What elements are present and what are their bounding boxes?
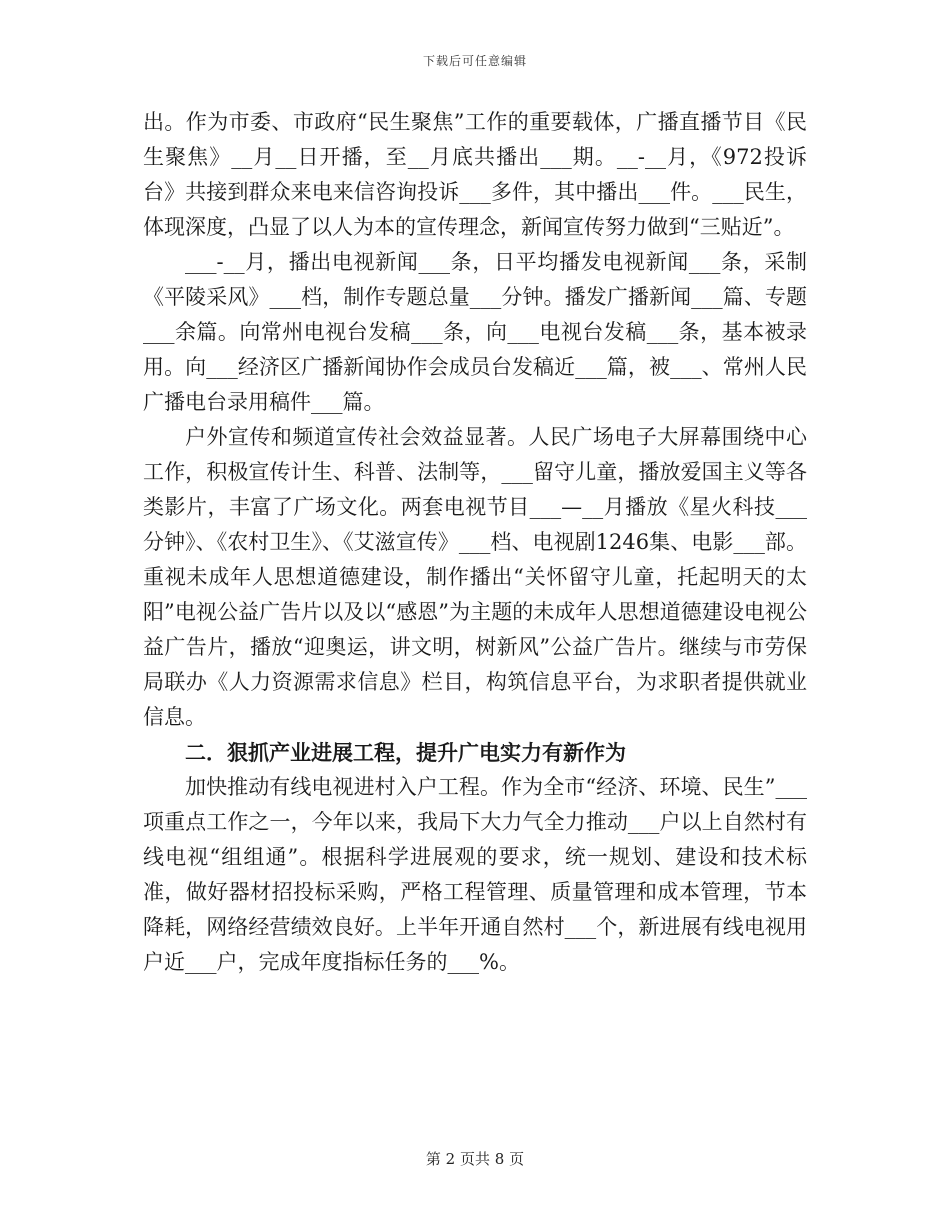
paragraph-cable-tv: 加快推动有线电视进村入户工程。作为全市“经济、环境、民生”___项重点工作之一，今年以来，我局下大力气全力推动___户以上自然村有线电视“组组通”。根据科学进展观的要求，统一规划、建设和技术标准，做好器材招投标采购，严格工程管理、质量管理和成本管理，节本降耗，网络经营绩效良好。上半年开通自然村___个，新进展有线电视用户近___户，完成年度指标任务的___%。 xyxy=(143,775,807,974)
section-heading: 二．狠抓产业进展工程，提升广电实力有新作为 xyxy=(185,740,626,765)
page-number: 第 2 页共 8 页 xyxy=(425,1150,525,1168)
page-header-note: 下载后可任意编辑 xyxy=(422,54,527,68)
paragraph-outdoor-publicity: 户外宣传和频道宣传社会效益显著。人民广场电子大屏幕围绕中心工作，积极宣传计生、科普、法制等，___留守儿童，播放爱国主义等各类影片，丰富了广场文化。两套电视节目___—__月播放《星火科技___分钟》、《农村卫生》、《艾滋宣传》___档、电视剧1246集、电影___部。重视未成年人思想道德建设，制作播出“关怀留守儿童，托起明天的太阳”电视公益广告片以及以“感恩”为主题的未成年人思想道德建设电视公益广告片，播放“迎奥运，讲文明，树新风”公益广告片。继续与市劳保局联办《人力资源需求信息》栏目，构筑信息平台，为求职者提供就业信息。 xyxy=(143,425,807,729)
paragraph-news-stats: ___-__月，播出电视新闻___条，日平均播发电视新闻___条，采制《平陵采风》___档，制作专题总量___分钟。播发广播新闻___篇、专题___余篇。向常州电视台发稿___条，向___电视台发稿___条，基本被录用。向___经济区广播新闻协作会成员台发稿近___篇，被___、常州人民广播电台录用稿件___篇。 xyxy=(143,250,807,414)
document-body xyxy=(143,105,807,980)
paragraph-continuation: 出。作为市委、市政府“民生聚焦”工作的重要载体，广播直播节目《民生聚焦》__月__日开播，至__月底共播出___期。__-__月，《972投诉台》共接到群众来电来信咨询投诉___多件，其中播出___件。___民生，体现深度，凸显了以人为本的宣传理念，新闻宣传努力做到“三贴近”。 xyxy=(143,110,807,239)
